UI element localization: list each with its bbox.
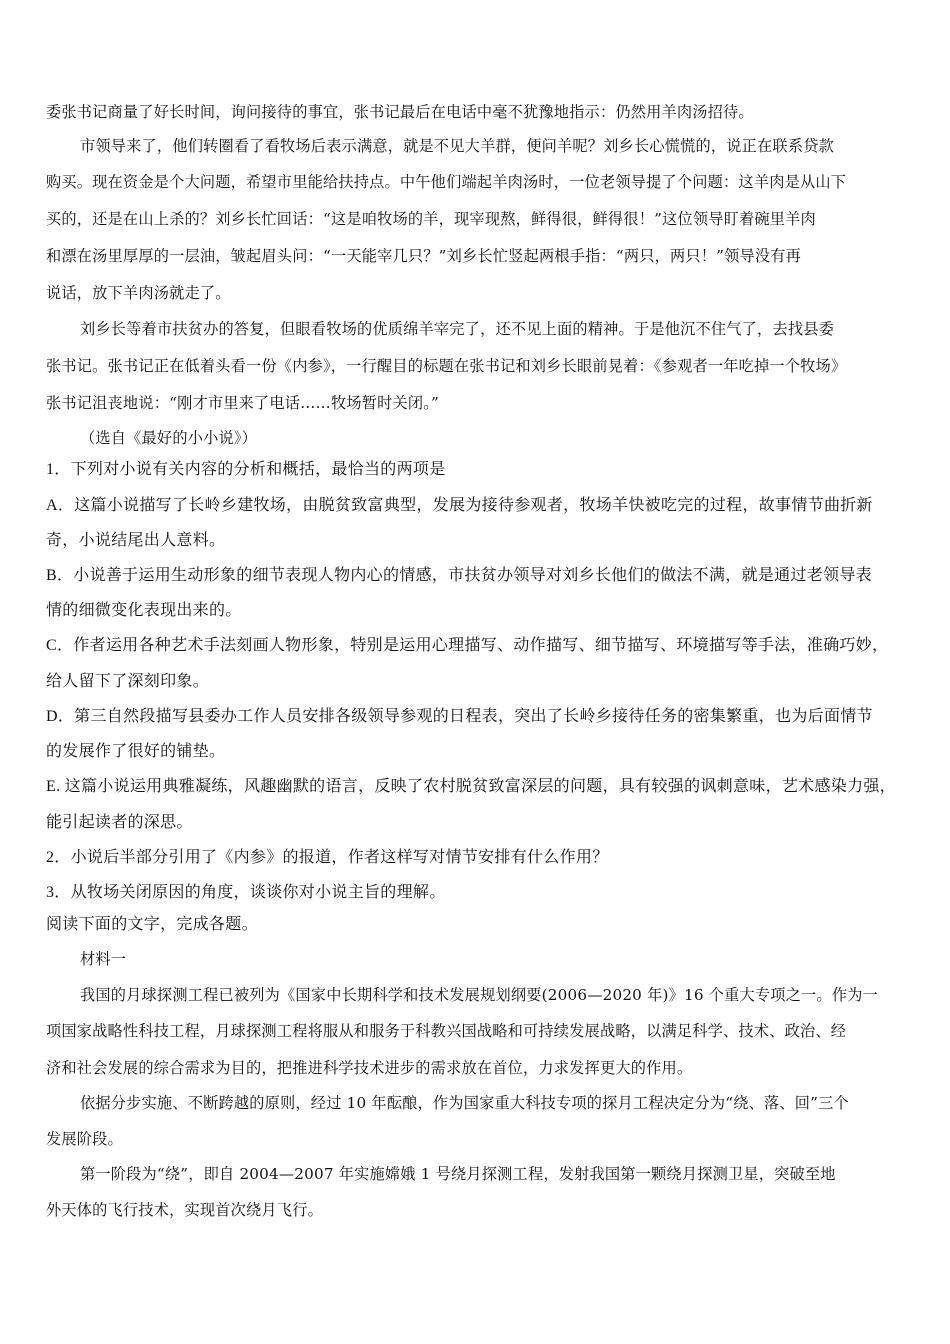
option-e-line: E. 这篇小说运用典雅凝练，风趣幽默的语言，反映了农村脱贫致富深层的问题，具有较强的讽刺意味，艺术感染力强，: [46, 778, 896, 795]
story-source: （选自《最好的小小说》）: [80, 429, 258, 447]
story-paragraph-line: 刘乡长等着市扶贫办的答复，但眼看牧场的优质绵羊宰完了，还不见上面的精神。于是他沉不住气了，去找县委: [80, 320, 834, 338]
option-c-line: C．作者运用各种艺术手法刻画人物形象，特别是运用心理描写、动作描写、细节描写、环境描写等手法，准确巧妙，: [46, 637, 889, 654]
reading-paragraph-line: 发展阶段。: [46, 1130, 123, 1148]
story-paragraph-line: 说话，放下羊肉汤就走了。: [46, 284, 231, 302]
reading-paragraph-line: 外天体的飞行技术，实现首次绕月飞行。: [46, 1201, 323, 1219]
option-e-line: 能引起读者的深思。: [46, 814, 193, 831]
reading-paragraph-line: 我国的月球探测工程已被列为《国家中长期科学和技术发展规划纲要(2006—2020 年)》16 个重大专项之一。作为一: [80, 986, 878, 1004]
question-2: 2．小说后半部分引用了《内参》的报道，作者这样写对情节安排有什么作用？: [46, 849, 609, 866]
option-c-line: 给人留下了深刻印象。: [46, 673, 210, 690]
reading-instruction: 阅读下面的文字，完成各题。: [46, 916, 258, 933]
story-paragraph-line: 和漂在汤里厚厚的一层油，皱起眉头问：“一天能宰几只？”刘乡长忙竖起两根手指：“两只，两只！”领导没有再: [46, 247, 802, 265]
reading-paragraph-line: 济和社会发展的综合需求为目的，把推进科学技术进步的需求放在首位，力求发挥更大的作用。: [46, 1059, 693, 1077]
reading-paragraph-line: 第一阶段为“绕”，即自 2004—2007 年实施嫦娥 1 号绕月探测工程，发射我国第一颗绕月探测卫星，突破至地: [80, 1165, 836, 1183]
option-a-line: 奇，小说结尾出人意料。: [46, 532, 226, 549]
story-paragraph-line: 买的，还是在山上杀的？刘乡长忙回话：“这是咱牧场的羊，现宰现熬，鲜得很，鲜得很！”这位领导盯着碗里羊肉: [46, 210, 816, 228]
story-paragraph-line: 张书记。张书记正在低着头看一份《内参》，一行醒目的标题在张书记和刘乡长眼前晃着：《参观者一年吃掉一个牧场》: [46, 357, 847, 375]
story-paragraph-line: 市领导来了，他们转圈看了看牧场后表示满意，就是不见大羊群，便问羊呢？刘乡长心慌慌的，说正在联系贷款: [80, 137, 834, 155]
story-paragraph-line: 购买。现在资金是个大问题，希望市里能给扶持点。中午他们端起羊肉汤时，一位老领导提了个问题：这羊肉是从山下: [46, 173, 847, 191]
story-paragraph-line: 张书记沮丧地说：“刚才市里来了电话……牧场暂时关闭。”: [46, 394, 440, 412]
reading-paragraph-line: 项国家战略性科技工程，月球探测工程将服从和服务于科教兴国战略和可持续发展战略，以满足科学、技术、政治、经: [46, 1022, 847, 1040]
option-b-line: B．小说善于运用生动形象的细节表现人物内心的情感，市扶贫办领导对刘乡长他们的做法不满，就是通过老领导表: [46, 567, 872, 584]
question-1: 1．下列对小说有关内容的分析和概括，最恰当的两项是: [46, 461, 446, 478]
option-d-line: D．第三自然段描写县委办工作人员安排各级领导参观的日程表，突出了长岭乡接待任务的密集繁重，也为后面情节: [46, 708, 873, 725]
reading-paragraph-line: 依据分步实施、不断跨越的原则，经过 10 年酝酿，作为国家重大科技专项的探月工程决定分为“绕、落、回”三个: [80, 1094, 849, 1112]
option-d-line: 的发展作了很好的铺垫。: [46, 743, 226, 760]
option-b-line: 情的细微变化表现出来的。: [46, 602, 242, 619]
option-a-line: A．这篇小说描写了长岭乡建牧场，由脱贫致富典型，发展为接待参观者，牧场羊快被吃完的过程，故事情节曲折新: [46, 497, 873, 514]
material-label: 材料一: [80, 950, 127, 968]
story-paragraph-line: 委张书记商量了好长时间，询问接待的事宜，张书记最后在电话中毫不犹豫地指示：仍然用羊肉汤招待。: [46, 103, 754, 121]
question-3: 3．从牧场关闭原因的角度，谈谈你对小说主旨的理解。: [46, 884, 446, 901]
